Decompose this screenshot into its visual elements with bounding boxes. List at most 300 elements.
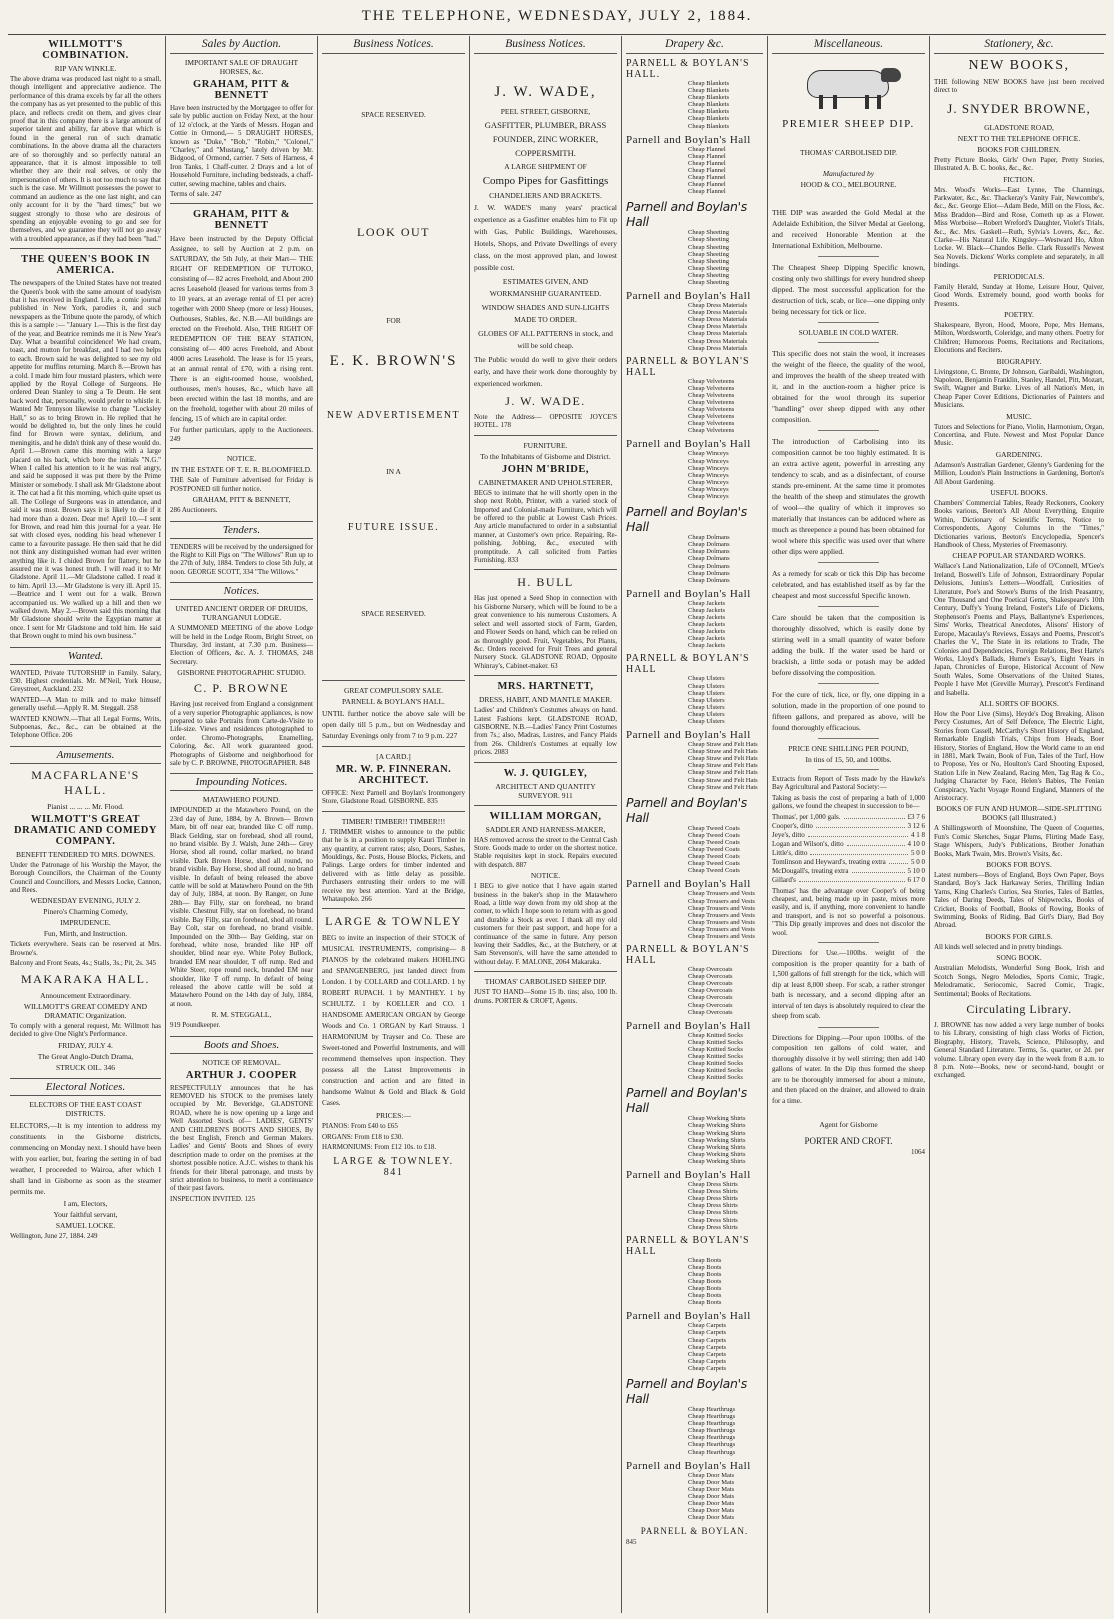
drapery-entry-heading: PARNELL & BOYLAN'S HALL [626, 653, 750, 676]
price-row-value: 4 10 0 [907, 839, 925, 848]
drapery-item: Cheap Carpets [688, 1336, 727, 1344]
wade-body: J. W. WADE'S many years' practical experience as a Gasfitter enables him to Fit up with Gas, Public Buildings, Warehouses, Hotels, Shops, and Private Dwellings of every class, on the most approved plan, and lowest possible cost. [474, 203, 617, 272]
drapery-entry [626, 356, 763, 435]
drapery-item: Cheap Tweed Coats [688, 846, 740, 854]
bloomfield-estate: IN THE ESTATE OF T. E. R. BLOOMFIELD. [171, 465, 312, 475]
drapery-item: Cheap Blankets [688, 87, 729, 95]
drapery-item: Cheap Winceys [688, 464, 729, 472]
parnell-boylan-number: 845 [626, 1538, 637, 1547]
drapery-item: Cheap Knitted Socks [688, 1067, 743, 1075]
finneran-body: OFFICE: Next Parnell and Boylan's Ironmongery Store, Gladstone Road. GISBORNE. 835 [322, 789, 465, 806]
drapery-item: Cheap Winceys [688, 471, 729, 479]
mbride-trade: CABINETMAKER AND UPHOLSTERER, [478, 477, 613, 487]
price-row-name: Thomas', per 1,000 gals. [772, 812, 841, 821]
remedy-body: As a remedy for scab or tick this Dip has become celebrated, and has established itself as by far the cheapest and most successful Specific known. [772, 569, 925, 600]
parnell-boylan-hall: PARNELL & BOYLAN'S HALL. [342, 697, 445, 706]
girls-books: All kinds well selected and in pretty bindings. [934, 942, 1063, 951]
hartnett-body: Ladies' and Children's Costumes always on hand. Latest Fashions kept. GLADSTONE ROAD, GISBORNE. N.B.—Ladies' Fancy Print Costumes from 7s.; also, Madras, Lustres, and Fancy Plaids from 26s. Children's Costumes at equally low prices. 2083 [474, 706, 617, 757]
poundkeeper-line: 919 Poundkeeper. [170, 1021, 221, 1030]
drapery-item: Cheap Ulsters [688, 689, 725, 697]
finneran-name: MR. W. P. FINNERAN. ARCHITECT. [335, 764, 452, 786]
boys-heading: BOOKS FOR BOYS. [986, 860, 1052, 870]
drapery-item: Cheap Trousers and Vests [688, 918, 755, 926]
drapery-item: Cheap Ulsters [688, 710, 725, 718]
drapery-item: Cheap Door Mats [688, 1485, 735, 1493]
browne-body: Having just received from England a consignment of a very superior Photographic appliances, is now prepared to take Portraits from Carte-de-Visite to Life-size. Views and residences photographed to order. Chromo-Photographs, Enamelling, Coloring, &c. All work guaranteed good. Photographs of Gisborne and neighborhood for sale by C. P. BROWNE, PHOTOGRAPHER. 848 [170, 700, 313, 767]
music-books: Tutors and Selections for Piano, Violin, Harmonium, Organ, Concertina, and Flute. Newest and Most Popular Dance Music. [934, 422, 1104, 448]
drapery-entry-heading: Parnell and Boylan's Hall [626, 504, 747, 535]
terms-line: Terms of sale. 247 [170, 190, 222, 199]
drapery-item: Cheap Dress Shirts [688, 1181, 738, 1189]
space-reserved-1: SPACE RESERVED. [361, 110, 426, 119]
drapery-item: Cheap Boots [688, 1299, 722, 1307]
fun-heading: BOOKS OF FUN AND HUMOR—SIDE-SPLITTING BOOKS (all Illustrated.) [936, 804, 1102, 823]
drapery-item: Cheap Blankets [688, 80, 729, 87]
pinero-line: Pinero's Charming Comedy, [43, 907, 128, 917]
price-row-value: 6 17 0 [907, 875, 925, 884]
price-row-value: 4 1 8 [911, 830, 925, 839]
manufactured-by: Manufactured by [822, 169, 875, 178]
boys-books: Latest numbers—Boys of England, Boys Own Paper, Boys Standard, Boy's Jack Harkaway Series, Thrilling Indian Yarns, King Charles's Curios, Sea Stories, Tales of Battles, Tales of Daring Deeds, Tales of Shipwrecks, Books of Cricket, Books of Football, Books of Rowing, Books of Swimming, Books of Riding, Bad Girl's Diary, Bad Boy Abroad. [934, 871, 1104, 930]
drapery-item: Cheap Dress Shirts [688, 1223, 738, 1231]
drapery-entry [626, 653, 763, 725]
macfarlanes-hall: MACFARLANE'S HALL. [31, 767, 140, 797]
drapery-item: Cheap Knitted Socks [688, 1060, 743, 1068]
globes-line: GLOBES OF ALL PATTERNS in stock, and will be sold cheap. [478, 329, 613, 350]
prices-heading: PRICES:— [375, 1111, 411, 1121]
letter-signature: SAMUEL LOCKE. [55, 1220, 116, 1230]
druids-body: A SUMMONED MEETING of the above Lodge will be held in the Lodge Room, Bright Street, on Thursday, 3rd instant, at 7.30 p.m. Business—Election of Officers, &c. A. J. THOMAS, 248 Secretary. [170, 624, 313, 666]
drapery-item: Cheap Blankets [688, 94, 729, 102]
drapery-item: Cheap Tweed Coats [688, 860, 740, 868]
drapery-entry-heading: Parnell and Boylan's Hall [626, 1169, 751, 1182]
drapery-item: Cheap Carpets [688, 1322, 727, 1330]
drapery-item: Cheap Straw and Felt Hats [688, 776, 758, 784]
drapery-entry [626, 878, 763, 940]
drapery-entry [626, 1169, 763, 1231]
drapery-item: Cheap Dress Materials [688, 302, 748, 310]
shipment-line: A LARGE SHIPMENT OF [504, 162, 587, 171]
drapery-item: Cheap Trousers and Vests [688, 925, 755, 933]
masthead: THE TELEPHONE, WEDNESDAY, JULY 2, 1884. [8, 0, 1106, 35]
drapery-item: Cheap Sheeting [688, 236, 729, 244]
drapery-item: Cheap Winceys [688, 493, 729, 501]
drapery-item: Cheap Overcoats [688, 973, 733, 981]
drapery-item: Cheap Ulsters [688, 703, 725, 711]
struck-oil-line: STRUCK OIL. 346 [56, 1062, 115, 1072]
drapery-entry [626, 1020, 763, 1082]
drapery-item: Cheap Jackets [688, 621, 726, 629]
gladstone-road: GLADSTONE ROAD, [984, 122, 1054, 132]
drapery-entry-heading: Parnell and Boylan's Hall [626, 1310, 751, 1323]
for-cure-body: For the cure of tick, lice, or fly, one dipping in a solution, made in the proportion of one pound to fifteen gallons, and prepared as above, will be found thoroughly efficacious. [772, 690, 925, 732]
timber-heading: TIMBER! TIMBER!! TIMBER!!! [341, 816, 446, 826]
drapery-item: Cheap Dress Materials [688, 337, 748, 345]
electors-title: ELECTORS OF THE EAST COAST DISTRICTS. [29, 1099, 142, 1118]
drapery-item: Cheap Winceys [688, 450, 729, 458]
drapery-item: Cheap Flannel [688, 159, 726, 167]
price-pianos: PIANOS: From £40 to £65 [322, 1122, 398, 1131]
drapery-item: Cheap Straw and Felt Hats [688, 748, 758, 756]
drapery-item: Cheap Carpets [688, 1350, 727, 1358]
letter-closing: Your faithful servant, [53, 1209, 118, 1219]
auctioneer-name-2: GRAHAM, PITT & BENNETT [193, 209, 290, 232]
drapery-entry [626, 729, 763, 791]
column-1 [6, 36, 166, 1613]
drapery-entry-heading: Parnell and Boylan's Hall [626, 587, 751, 600]
morgan-trade: SADDLER AND HARNESS-MAKER, [485, 824, 606, 834]
draught-sale-body: Have been instructed by the Mortgagee to offer for sale by public auction on Friday Next, at the hour of 12 o'clock, at the Yards of Messrs. Hogan and Cottie in Ormond,— 5 DRAUGHT HORSES, known as "Duke," "Bob," "Robin," "Colonel," "Charley," and "Mustang," lately driven by Mr. Bidgood, of Ormond, carrier. 7 Sets of Harness, 4 Iron Tanks, 1 Chaff-cutter. 2 Drays and a lot of Household Furniture, including bedsteads, a chaff-cutter, sewing machine, tables and chairs. [170, 104, 313, 188]
new-books: NEW BOOKS, [968, 58, 1070, 73]
drapery-entry [626, 58, 763, 130]
mbride-name: JOHN M'BRIDE, [501, 463, 589, 475]
wanted-ad-milker: WANTED—A Man to milk and to make himself generally useful.—Apply R. M. Steggall. 258 [10, 695, 161, 713]
drapery-item: Cheap Velveteens [688, 406, 735, 414]
drapery-item: Cheap Dolmans [688, 569, 730, 577]
drapery-item: Cheap Sheeting [688, 250, 729, 258]
notice-heading: NOTICE. [226, 454, 257, 464]
willmott-title: WILLMOTT'S COMBINATION. [42, 39, 129, 61]
periodicals-heading: PERIODICALS. [993, 271, 1045, 281]
drapery-item: Cheap Velveteens [688, 377, 735, 385]
drapery-item: Cheap Velveteens [688, 399, 735, 406]
drapery-entry-heading: Parnell and Boylan's Hall [626, 290, 751, 303]
tenders-body: TENDERS will be received by the undersigned for the Right to Kill Pigs on "The Willows" Run up to the 27th of July, 1884. Tenders to close 5th July, at noon. GEORGE SCOTT, 334 "The Willows." [170, 542, 313, 576]
drapery-item: Cheap Dress Shirts [688, 1202, 738, 1210]
circulating-library: Circulating Library. [966, 1001, 1072, 1016]
fun-books: A Shillingsworth of Moonshine, The Queen of Coquettes, Fun's Comic Sketches, Sugar Plums, Flirting Made Easy, Stage Whispers, Judy's Publications, Brother Jonathan Books, Mark Twain, Mrs. Brown's Visits, &c. [934, 824, 1104, 858]
drapery-item: Cheap Sheeting [688, 257, 729, 265]
care-body: Care should be taken that the composition is thoroughly dissolved, which is easily done by stirring well in a small quantity of water before adding the bulk. If the water used be hard or brackish, a little soda or potash may be added before dissolving the composition. [772, 613, 925, 677]
drapery-item: Cheap Sheeting [688, 271, 729, 279]
auctioneers-line: 286 Auctioneers. [170, 506, 218, 515]
balcony-line: Balcony and Front Seats, 4s.; Stalls, 3s.; Pit, 2s. 345 [10, 959, 157, 968]
drapery-item: Cheap Flannel [688, 188, 726, 196]
sales-by-auction-heading: Sales by Auction. [170, 36, 313, 54]
bull-name: H. BULL [517, 575, 574, 590]
drapery-item: Cheap Straw and Felt Hats [688, 755, 758, 763]
drapery-entry [626, 1235, 763, 1307]
drapery-entry-heading: PARNELL & BOYLAN'S HALL [626, 1234, 750, 1257]
drapery-item: Cheap Velveteens [688, 413, 735, 421]
drapery-item: Cheap Jackets [688, 642, 726, 650]
drapery-item: Cheap Winceys [688, 457, 729, 465]
electoral-heading: Electoral Notices. [10, 1078, 161, 1096]
drapery-item: Cheap Working Shirts [688, 1136, 746, 1144]
drapery-item: Cheap Overcoats [688, 987, 733, 995]
music-heading: MUSIC. [1006, 411, 1032, 421]
drapery-item: Cheap Boots [688, 1292, 722, 1300]
drapery-item: Cheap Overcoats [688, 980, 733, 988]
drapery-entry [626, 795, 763, 875]
useful-heading: USEFUL BOOKS. [990, 488, 1048, 497]
sheep-dip-title: THOMAS' CARBOLISED SHEEP DIP. [484, 977, 607, 987]
drapery-item: Cheap Trousers and Vests [688, 890, 755, 898]
drapery-item: Cheap Hearthrugs [688, 1434, 736, 1442]
drapery-entry [626, 199, 763, 286]
letter-date: Wellington, June 27, 1884. 249 [10, 1231, 98, 1240]
ek-browns: E. K. BROWN'S [329, 353, 458, 369]
imprudence-line: IMPRUDENCE. [60, 918, 111, 928]
price-row-value: 5 10 0 [907, 866, 925, 875]
drapery-item: Cheap Ulsters [688, 718, 725, 725]
wednesday-evening: WEDNESDAY EVENING, JULY 2. [30, 896, 141, 906]
peel-street: PEEL STREET, GISBORNE, [500, 107, 591, 116]
auctioneer-name-3: GRAHAM, PITT & BENNETT, [192, 495, 291, 505]
price-row-name: McDougall's, treating extra [772, 866, 849, 875]
drapery-item: Cheap Jackets [688, 606, 726, 614]
drapery-item: Cheap Velveteens [688, 384, 735, 392]
wanted-ad-forms: WANTED KNOWN.—That all Legal Forms, Writs, Subpoenas, &c., &c., can be obtained at the Telephone Office. 206 [10, 714, 161, 740]
drapery-item: Cheap Dress Materials [688, 309, 748, 317]
children-books: Pretty Picture Books, Girls' Own Paper, Pretty Stories, Illustrated A. B. C. books, &c., &c. [934, 155, 1104, 173]
hood-co: HOOD & CO., MELBOURNE. [800, 180, 897, 189]
makaraka-body: To comply with a general request, Mr. Willmott has decided to give One Night's Performance. [10, 1021, 161, 1039]
drapery-item: Cheap Dress Shirts [688, 1195, 738, 1203]
browne-name: C. P. BROWNE [193, 681, 290, 696]
price-row-value: £3 7 6 [907, 812, 925, 821]
drapery-item: Cheap Jackets [688, 635, 726, 643]
price-row [772, 858, 925, 867]
mbride-body: BEGS to intimate that he will shortly open in the shop next Robb, Printer, with a varied stock of Imported and Colonial-made Furniture, which will be offered to the public at Lowest Cash Prices. Any article manufactured to order in a substantial manner, at Customer's own price. Repairing, Re-polishing, Jobbing, &c., executed with promptitude. A call solicited from Parties Furnishing. 833 [474, 488, 617, 565]
drapery-item: Cheap Ulsters [688, 675, 725, 683]
price-organs: ORGANS: From £18 to £30. [322, 1132, 404, 1141]
drapery-entry-heading: PARNELL & BOYLAN'S HALL. [626, 58, 750, 80]
further-particulars: For further particulars, apply to the Auctioneers. 249 [170, 426, 313, 443]
porter-croft: PORTER AND CROFT. [804, 1136, 893, 1147]
directions-use: Directions for Use.—100lbs. weight of the composition is the proper quantity for a bath of 1,500 gallons of full strength for the tick, which will dip at least 8,000 sheep. For scab, a rather stronger bath is necessary, and a second dipping after an interval of ten days is absolutely required to clear the sheep from scab. [772, 949, 925, 1021]
price-row [772, 813, 925, 822]
drapery-item: Cheap Blankets [688, 115, 729, 123]
drapery-entry [626, 944, 763, 1016]
cooper-name: ARTHUR J. COOPER [185, 1069, 298, 1081]
carbolising-body: The introduction of Carbolising into its composition cannot be too highly estimated. It is an extra active agent, powerful in arresting any tendency to scab, and as a disinfectant, of course stands pre-eminent. At the same time it promotes the health of the sheep and stimulates the growth of wool—the quality of which it improves so materially that instances can be adduced where as much as threepence a pound has been obtained for wool where this specific was used over that where other dips were applied. [772, 437, 925, 556]
price-harmoniums: HARMONIUMS: From £12 10s. to £18. [322, 1143, 437, 1152]
price-row-value: 5 0 0 [911, 857, 925, 866]
wade-address: Note the Address— OPPOSITE JOYCE'S HOTEL. 178 [474, 413, 617, 430]
electors-letter: ELECTORS,—It is my intention to address my constituents in the Gisborne districts, commencing on Monday next. I should have been with you earlier, but, fearing the setting in of bad weather, I proceeded to Wairoa, after which I shall land in Gisborne as soon as the steamer permits me. [10, 1120, 161, 1196]
malone-notice: I BEG to give notice that I have again started business in the baker's shop in the Matawhero Road, a little way down from my old shop at the corner, to which I hope soon to return with as good and durable a Stock as ever. I thank all my old customers for their past support, and hope for a continuance of the same in future. Any person leaving their Saddles, &c., at the Butchery, or at Sam Stevenson's, will have the same attended to without delay. F. MALONE, 2064 Makaraka. [474, 882, 617, 966]
cheap-heading: CHEAP POPULAR STANDARD WORKS. [952, 551, 1086, 561]
drapery-item: Cheap Overcoats [688, 1008, 733, 1016]
anglo-dutch-line: The Great Anglo-Dutch Drama, [37, 1051, 134, 1061]
for-line: FOR [386, 316, 401, 325]
drapery-item: Cheap Carpets [688, 1329, 727, 1337]
public-line: The Public would do well to give their orders early, and have their work done thoroughly by experienced workmen. [474, 355, 617, 388]
price-row-value: 3 12 6 [907, 821, 925, 830]
drapery-item: Cheap Sheeting [688, 229, 729, 237]
drapery-entry-heading: Parnell and Boylan's Hall [626, 1019, 751, 1032]
drapery-item: Cheap Trousers and Vests [688, 897, 755, 905]
wade-name: J. W. WADE, [494, 84, 597, 100]
drapery-item: Cheap Hearthrugs [688, 1427, 736, 1435]
drapery-item: Cheap Working Shirts [688, 1157, 746, 1165]
space-reserved-2: SPACE RESERVED. [361, 609, 426, 618]
drapery-entry-heading: PARNELL & BOYLAN'S HALL [626, 355, 750, 378]
drapery-item: Cheap Door Mats [688, 1500, 735, 1508]
circulating-body: J. BROWNE has now added a very large number of books to his Library, consisting of high class Works of Fiction, Biography, History, Travels, Science, Philosophy, and General Standard Literature. Terms, 5s. quarter, or 2d. per volume. Library open every day in the week from 8 a.m. to 8 p.m. Note—Books, new or second-hand, bought or exchanged. [934, 1020, 1104, 1080]
drapery-item: Cheap Blankets [688, 122, 729, 130]
drapery-entry-heading: Parnell and Boylan's Hall [626, 729, 751, 742]
drapery-item: Cheap Dolmans [688, 548, 730, 556]
drapery-item: Cheap Boots [688, 1285, 722, 1293]
tenders-heading: Tenders. [170, 521, 313, 539]
business-notices-heading: Business Notices. [322, 36, 465, 54]
in-a-line: IN A [386, 467, 401, 476]
drapery-item: Cheap Jackets [688, 628, 726, 636]
cheapest-dip: The Cheapest Sheep Dipping Specific known, costing only two shillings for every hundred sheep dipped. The most successful application for the destruction of tick, scab, or lice—one dipping only being necessary for tick or lice. [772, 263, 925, 316]
auctioneer-name: GRAHAM, PITT & BENNETT [193, 79, 290, 101]
makaraka-hall: MAKARAKA HALL. [21, 971, 150, 986]
soluable-line: SOLUABLE IN COLD WATER. [798, 328, 899, 337]
drapery-entry-heading: Parnell and Boylan's Hall [626, 794, 747, 825]
sorts-heading: ALL SORTS OF BOOKS. [979, 698, 1059, 708]
drapery-item: Cheap Flannel [688, 174, 726, 182]
drapery-item: Cheap Straw and Felt Hats [688, 769, 758, 777]
drapery-item: Cheap Working Shirts [688, 1150, 746, 1158]
wade-trades: GASFITTER, PLUMBER, BRASS FOUNDER, ZINC WORKER, COPPERSMITH. [484, 120, 607, 158]
drapery-item: Cheap Flannel [688, 145, 726, 153]
price-row [772, 849, 925, 858]
druids-title: UNITED ANCIENT ORDER OF DRUIDS, TURANGANUI LODGE. [175, 604, 308, 623]
morgan-body: HAS removed across the street to the Central Cash Store. Goods made to order on the shortest notice. Stable requisites kept in stock. Repairs executed with despatch. 887 [474, 835, 617, 869]
drapery-entry-heading: Parnell and Boylan's Hall [626, 438, 751, 451]
miscellaneous-heading: Miscellaneous. [772, 36, 925, 54]
drapery-item: Cheap Hearthrugs [688, 1441, 736, 1449]
next-to-office: NEXT TO THE TELEPHONE OFFICE. [957, 133, 1081, 143]
porter-number: 1064 [911, 1148, 925, 1157]
drapery-item: Cheap Door Mats [688, 1492, 735, 1500]
drapery-item: Cheap Dress Shirts [688, 1188, 738, 1196]
stationery-heading: Stationery, &c. [934, 36, 1104, 54]
song-books: Australian Melodists, Wonderful Song Book, Irish and Scotch Songs, Negro Melodies, Sports Comic, Tragic, Melodramatic, Seriocomic, Sacred Comic, Tragic, Sentimental; Books of Recitations. [934, 964, 1104, 998]
price-row-name: Tomlinson and Heyward's, treating extra [772, 857, 886, 866]
drapery-item: Cheap Velveteens [688, 427, 735, 435]
notices-heading: Notices. [170, 582, 313, 600]
drapery-item: Cheap Sheeting [688, 278, 729, 286]
extracts-line: Extracts from Report of Tests made by the Hawke's Bay Agricultural and Pastoral Society:— [772, 775, 925, 792]
drapery-item: Cheap Flannel [688, 181, 726, 189]
drapery-item: Cheap Straw and Felt Hats [688, 762, 758, 770]
drapery-item: Cheap Knitted Socks [688, 1031, 743, 1039]
snyder-browne: J. SNYDER BROWNE, [947, 100, 1091, 116]
sheep-dip-body: JUST TO HAND—Some 15 lb. tins; also, 100 lb. drums. PORTER & CROFT, Agents. [474, 988, 617, 1005]
drapery-item: Cheap Carpets [688, 1364, 727, 1372]
drapery-item: Cheap Working Shirts [688, 1143, 746, 1151]
drapery-item: Cheap Tweed Coats [688, 838, 740, 846]
future-issue: FUTURE ISSUE. [347, 522, 440, 533]
drapery-item: Cheap Hearthrugs [688, 1448, 736, 1456]
drapery-item: Cheap Door Mats [688, 1478, 735, 1486]
impounding-heading: Impounding Notices. [170, 773, 313, 791]
photo-studio-title: GISBORNE PHOTOGRAPHIC STUDIO. [177, 668, 306, 678]
columns [6, 36, 1108, 1613]
periodicals-books: Family Herald, Sunday at Home, Leisure Hour, Quiver, Good Words. Extremely bound, good worth books for Presents. [934, 282, 1104, 308]
column-4 [470, 36, 622, 1613]
furniture-heading: FURNITURE. [523, 440, 568, 450]
drapery-entry [626, 1460, 763, 1522]
gardening-books: Adamson's Australian Gardener, Glenny's Gardening for the Million, Loudon's Plain Instructions in Gardening, Borton's All About Gardening. [934, 460, 1104, 486]
drapery-item: Cheap Dress Materials [688, 344, 748, 352]
willmott-subtitle: RIP VAN WINKLE. [54, 64, 117, 73]
tutoko-sale-body: Have been instructed by the Deputy Official Assignee, to sell by Auction at 2 p.m. on SATURDAY, the 5th July, at their Mart— THE RIGHT OF REDEMPTION OF TUTOKO, consisting of— 82 acres Freehold, and About 200 acres Leasehold (leased for various terms from 3 to 10 years, at an average rental of £1 per acre) together with 2000 Sheep (more or less) Houses, Outhouses, Stables, &c. N.B.—All buildings are erected on the Freehold. Also, THE RIGHT OF REDEMPTION OF THE BEAY STATION, consisting of— 400 acres Freehold, and About 4000 acres Leasehold. The lease is for 15 years, at an annual rental of £70, with a rising rent. There is an eight-roomed house, woolshed, outhouses, men's houses, &c., which have all been erected within the last 18 months, and are on the freehold, together with about 20 miles of fencing, 15 of which are in capital order. [170, 235, 313, 424]
drapery-item: Cheap Carpets [688, 1357, 727, 1365]
morgan-name: WILLIAM MORGAN, [489, 810, 602, 822]
drapery-item: Cheap Working Shirts [688, 1122, 746, 1130]
drapery-item: Cheap Velveteens [688, 391, 735, 399]
useful-books: Chambers' Commercial Tables, Ready Reckoners, Cookery Books various, Beeton's All About Everything, Enquire Within, Dictionary of Scientific Terms, Notice to Correspondents, Agony Columns in the "Times," Dictionaries various, Beeton's Encyclopedia, Spencer's Handbook of Chess, Mysteries of Freemasonry. [934, 499, 1104, 550]
taking-line: Taking as basis the cost of preparing a bath of 1,000 gallons, we found the cheapest in succession to be— [772, 793, 925, 811]
hartnett-name: MRS. HARTNETT, [497, 681, 594, 693]
drapery-item: Cheap Flannel [688, 152, 726, 160]
poetry-heading: POETRY. [1004, 309, 1034, 319]
drapery-item: Cheap Winceys [688, 485, 729, 493]
drapery-item: Cheap Ulsters [688, 682, 725, 690]
dip-gold-medal: THE DIP was awarded the Gold Medal at the Adelaide Exhibition, the Silver Medal at Geelong, and received Honorable Mention at the International Exhibition, Melbourne. [772, 208, 925, 250]
column-3 [318, 36, 470, 1613]
drapery-item: Cheap Carpets [688, 1343, 727, 1351]
drapery-item: Cheap Knitted Socks [688, 1053, 743, 1060]
furniture-to: To the Inhabitants of Gisborne and District. [480, 451, 611, 461]
wanted-ad-tutor: WANTED, Private TUTORSHIP in Family. Salary, £30. Highest credentials. Mr. M'Neil, York House, Greystreet, Auckland. 232 [10, 668, 161, 694]
wanted-heading: Wanted. [10, 647, 161, 665]
sheep-illustration [789, 64, 909, 112]
agent-line: Agent for Gisborne [819, 1120, 878, 1130]
drapery-item: Cheap Ulsters [688, 696, 725, 704]
estimates-line: ESTIMATES GIVEN, AND WORKMANSHIP GUARANTEED. [489, 277, 602, 298]
boots-heading: Boots and Shoes. [170, 1036, 313, 1054]
wilmott-company: WILMOTT'S GREAT DRAMATIC AND COMEDY COMPANY. [14, 813, 157, 847]
look-out: LOOK OUT [357, 225, 430, 239]
bloomfield-body: THE Sale of Furniture advertised for Friday is POSTPONED till further notice. [170, 476, 313, 493]
new-advertisement: NEW ADVERTISEMENT [326, 410, 461, 421]
drapery-item: Cheap Dress Materials [688, 330, 748, 338]
letter-salutation: I am, Electors, [63, 1198, 108, 1208]
drapery-entry [626, 438, 763, 500]
biography-heading: BIOGRAPHY. [996, 356, 1042, 366]
drapery-item: Cheap Boots [688, 1263, 722, 1271]
advantage-body: Thomas' has the advantage over Cooper's of being cheapest, and, being made up in paste, mixes more easily, and is, if anything, more convenient to handle and transport, and is not so powerful a poisonous. "This Dip greatly improves and does not discolor the wool. [772, 886, 925, 937]
drapery-item: Cheap Trousers and Vests [688, 904, 755, 912]
matawhero-pound: MATAWHERO POUND. [202, 795, 281, 805]
large-townley-body: BEG to invite an inspection of their STOCK of MUSICAL INSTRUMENTS, comprising— 8 PIANOS by the celebrated makers HOHLING and SPANGENBERG, just landed direct from London. 1 by COLLARD and COLLARD. 1 by ROBERT RUPACH. 1 by MANTHEY. 1 by SCHULTZ. 1 by KOELLER and CO. 1 HANDSOME AMERICAN ORGAN by George Woods and Co. 1 ORGAN by Karl Strauss. 1 HARMONIUM by Trayser and Co. These are Sweet-toned and Powerful Instruments, and will recommend themselves upon inspection. They possess all the Latest Improvements in construction and action and are fitted in handsome Walnut & Gold and Black & Gold Cases. [322, 934, 465, 1108]
quigley-trade: ARCHITECT AND QUANTITY SURVEYOR. 911 [495, 781, 596, 800]
compulsory-sale-body: UNTIL further notice the above sale will be open daily till 5 p.m., but on Wednesday and Saturday Evenings only from 7 to 9 p.m. 227 [322, 709, 465, 740]
drapery-item: Cheap Door Mats [688, 1507, 735, 1515]
price-row-name: Little's, ditto [772, 848, 808, 857]
poundkeeper-name: R. M. STEGGALL, [211, 1010, 272, 1020]
drapery-item: Cheap Dress Shirts [688, 1209, 738, 1217]
biography-books: Livingstone, C. Bronte, Dr Johnson, Garibaldi, Washington, Napoleon, Benjamin Franklin, Stanley, Handel, Pitt, Mozart, Swift, Wagner and Burke. Lives of all Nation's Men, in Cheap Paper Cover Editions, Dictionaries of Painters and Musicians. [934, 367, 1104, 410]
drapery-item: Cheap Hearthrugs [688, 1420, 736, 1428]
drapery-item: Cheap Knitted Socks [688, 1045, 743, 1053]
drapery-item: Cheap Dolmans [688, 555, 730, 563]
cheap-books: Wallace's Land Nationalization, Life of O'Connell, M'Gee's Ireland, Boswell's Life of Johnson, Extraordinary Popular Delusions, Junius's Letters—Woodfall, Curiosities of Literature, Poe's and Stowe's Burns of the Irish Peasantry, One Thousand and One Poetical Gems, Shakespeare's 10th Century, Duffy's Young Ireland, Foster's Life of Dickens, Stephenson's Poems and Plays, Ballantyne's Experiences, Sims' Works, Theatrical Anecdotes, Alisons' History of Europe, Macaulay's Reviews, Essays and Poems, Prescott's Charles the V., The State in its relations to Trade, The Colonies and Dependencies, Foreign Relations, Best Harte's Works, Lloyd's Ballads, Hume's Essay's, Eight Years in Japan, Chronicles of Europe, Historical Account of New South Wales, Some Observations of the United States, People I have Met (Greville Murray), Prescott's Ferdinand and Isabella. [934, 562, 1104, 697]
price-row [772, 876, 925, 885]
column-5 [622, 36, 768, 1613]
drapery-entry-heading: Parnell and Boylan's Hall [626, 199, 747, 230]
makaraka-announcement: Announcement Extraordinary. [40, 990, 131, 1000]
pianist-line: Pianist ... ... ... Mr. Flood. [47, 801, 124, 811]
drapery-item: Cheap Dress Materials [688, 316, 748, 324]
drapery-entry-heading: Parnell and Boylan's Hall [626, 1459, 751, 1472]
drapery-item: Cheap Tweed Coats [688, 831, 740, 839]
fun-line: Fun, Mirth, and Instruction. [43, 929, 128, 939]
hartnett-trade: DRESS, HABIT, AND MANTLE MAKER. [479, 695, 612, 705]
drapery-item: Cheap Hearthrugs [688, 1413, 736, 1421]
drapery-item: Cheap Hearthrugs [688, 1406, 736, 1413]
drapery-item: Cheap Blankets [688, 108, 729, 116]
